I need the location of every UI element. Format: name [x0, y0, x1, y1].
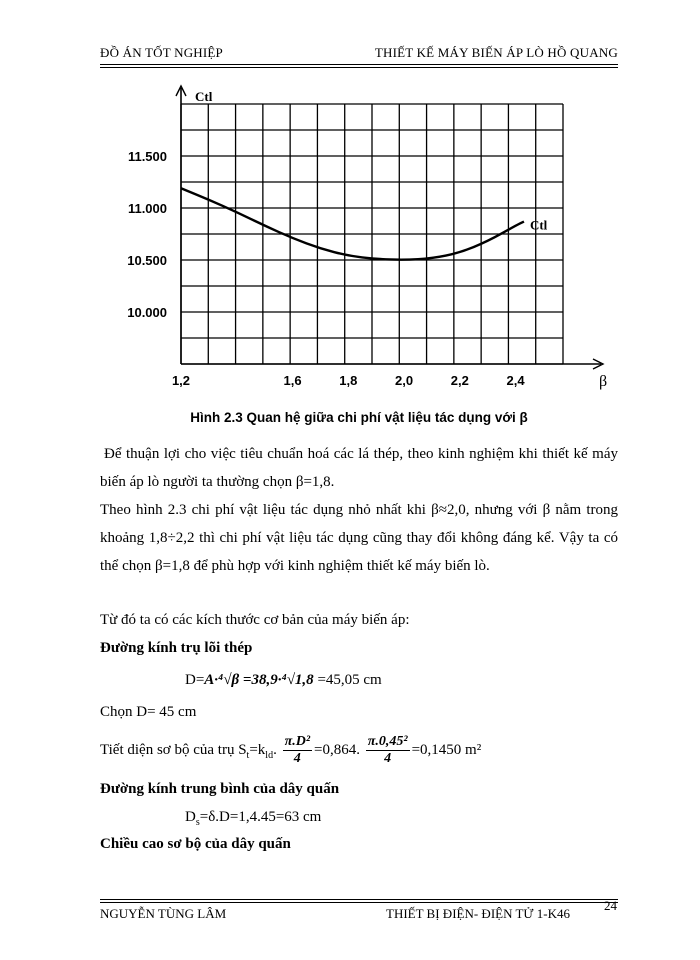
fraction-2-numerator: π.0,45²	[367, 734, 408, 750]
footer-rule-2	[100, 902, 618, 903]
eq2-prefix: D	[185, 809, 196, 825]
footer-left: NGUYỄN TÙNG LÂM	[100, 906, 227, 921]
area-result: =0,1450 m²	[411, 742, 482, 758]
eq1-result: =45,05 cm	[313, 672, 382, 688]
area-mid2: =0,864.	[314, 742, 360, 758]
area-dot: .	[273, 742, 277, 758]
fraction-2-denominator: 4	[384, 751, 392, 767]
area-prefix: Tiết diện sơ bộ của trụ S	[100, 742, 247, 758]
paragraph-2: Theo hình 2.3 chi phí vật liệu tác dụng nhỏ nhất khi β≈2,0, nhưng với β nằm trong khoảng 1,8÷2,2 thì chi phí vật liệu tác dụng cũng thay đổi không đáng kể. Vậy ta có thể chọn β=1,8 để phù hợp với kinh nghiệm thiết kế máy biến lò.	[100, 502, 618, 574]
eq2-rest: =δ.D=1,4.45=63 cm	[199, 809, 322, 825]
equation-mean-diameter	[185, 809, 321, 828]
page-number: 24	[604, 898, 617, 913]
header-rule-2	[100, 67, 618, 68]
x-tick-label: 1,6	[283, 373, 302, 388]
area-sub-t: t	[246, 750, 250, 761]
eq1-prefix: D=	[185, 672, 205, 688]
header-left: ĐỒ ÁN TỐT NGHIỆP	[100, 45, 223, 60]
eq2-sub: s	[195, 817, 200, 828]
x-tick-label: 2,0	[395, 373, 414, 388]
equation-diameter	[185, 672, 382, 689]
area-sub-ld: ld	[265, 750, 274, 761]
heading-mean-diameter: Đường kính trung bình của dây quấn	[100, 781, 340, 797]
series-label: Ctl	[529, 217, 548, 233]
paragraph-1: Để thuận lợi cho việc tiêu chuẩn hoá các lá thép, theo kinh nghiệm khi thiết kế máy biến áp lò người ta thường chọn β=1,8.	[100, 446, 618, 490]
figure-caption: Hình 2.3 Quan hệ giữa chi phí vật liệu tác dụng với β	[190, 410, 528, 425]
equation-area	[100, 730, 481, 776]
fraction-2	[366, 734, 410, 767]
footer-rule	[100, 899, 618, 900]
header-right: THIẾT KẾ MÁY BIẾN ÁP LÒ HỒ QUANG	[374, 45, 618, 60]
footer-right: THIẾT BỊ ĐIỆN- ĐIỆN TỬ 1-K46	[386, 906, 570, 921]
y-tick-label: 10.500	[127, 253, 167, 268]
paragraph-3: Từ đó ta có các kích thước cơ bản của máy biến áp:	[100, 612, 410, 628]
fraction-1-denominator: 4	[293, 751, 301, 767]
x-tick-label: 1,8	[339, 373, 358, 388]
x-tick-label: 2,4	[506, 373, 525, 388]
heading-core-diameter: Đường kính trụ lõi thép	[100, 640, 253, 656]
area-mid: =k	[249, 742, 266, 758]
fraction-1	[283, 734, 312, 767]
y-tick-label: 10.000	[127, 305, 167, 320]
x-tick-label: 1,2	[171, 373, 191, 388]
header-rule	[100, 64, 618, 65]
eq1-formula: A·⁴√β =38,9·⁴√1,8	[204, 672, 314, 688]
cost-chart	[100, 82, 620, 392]
y-tick-label: 11.000	[127, 201, 167, 216]
x-tick-label: 2,2	[450, 373, 469, 388]
choose-diameter: Chọn D= 45 cm	[100, 704, 197, 720]
series-line-ctl	[181, 188, 524, 259]
heading-winding-height: Chiều cao sơ bộ của dây quấn	[100, 836, 291, 852]
y-tick-label: 11.500	[127, 149, 167, 164]
x-axis-label: β	[599, 373, 608, 390]
y-axis-label: Ctl	[195, 89, 213, 104]
fraction-1-numerator: π.D²	[284, 734, 311, 750]
